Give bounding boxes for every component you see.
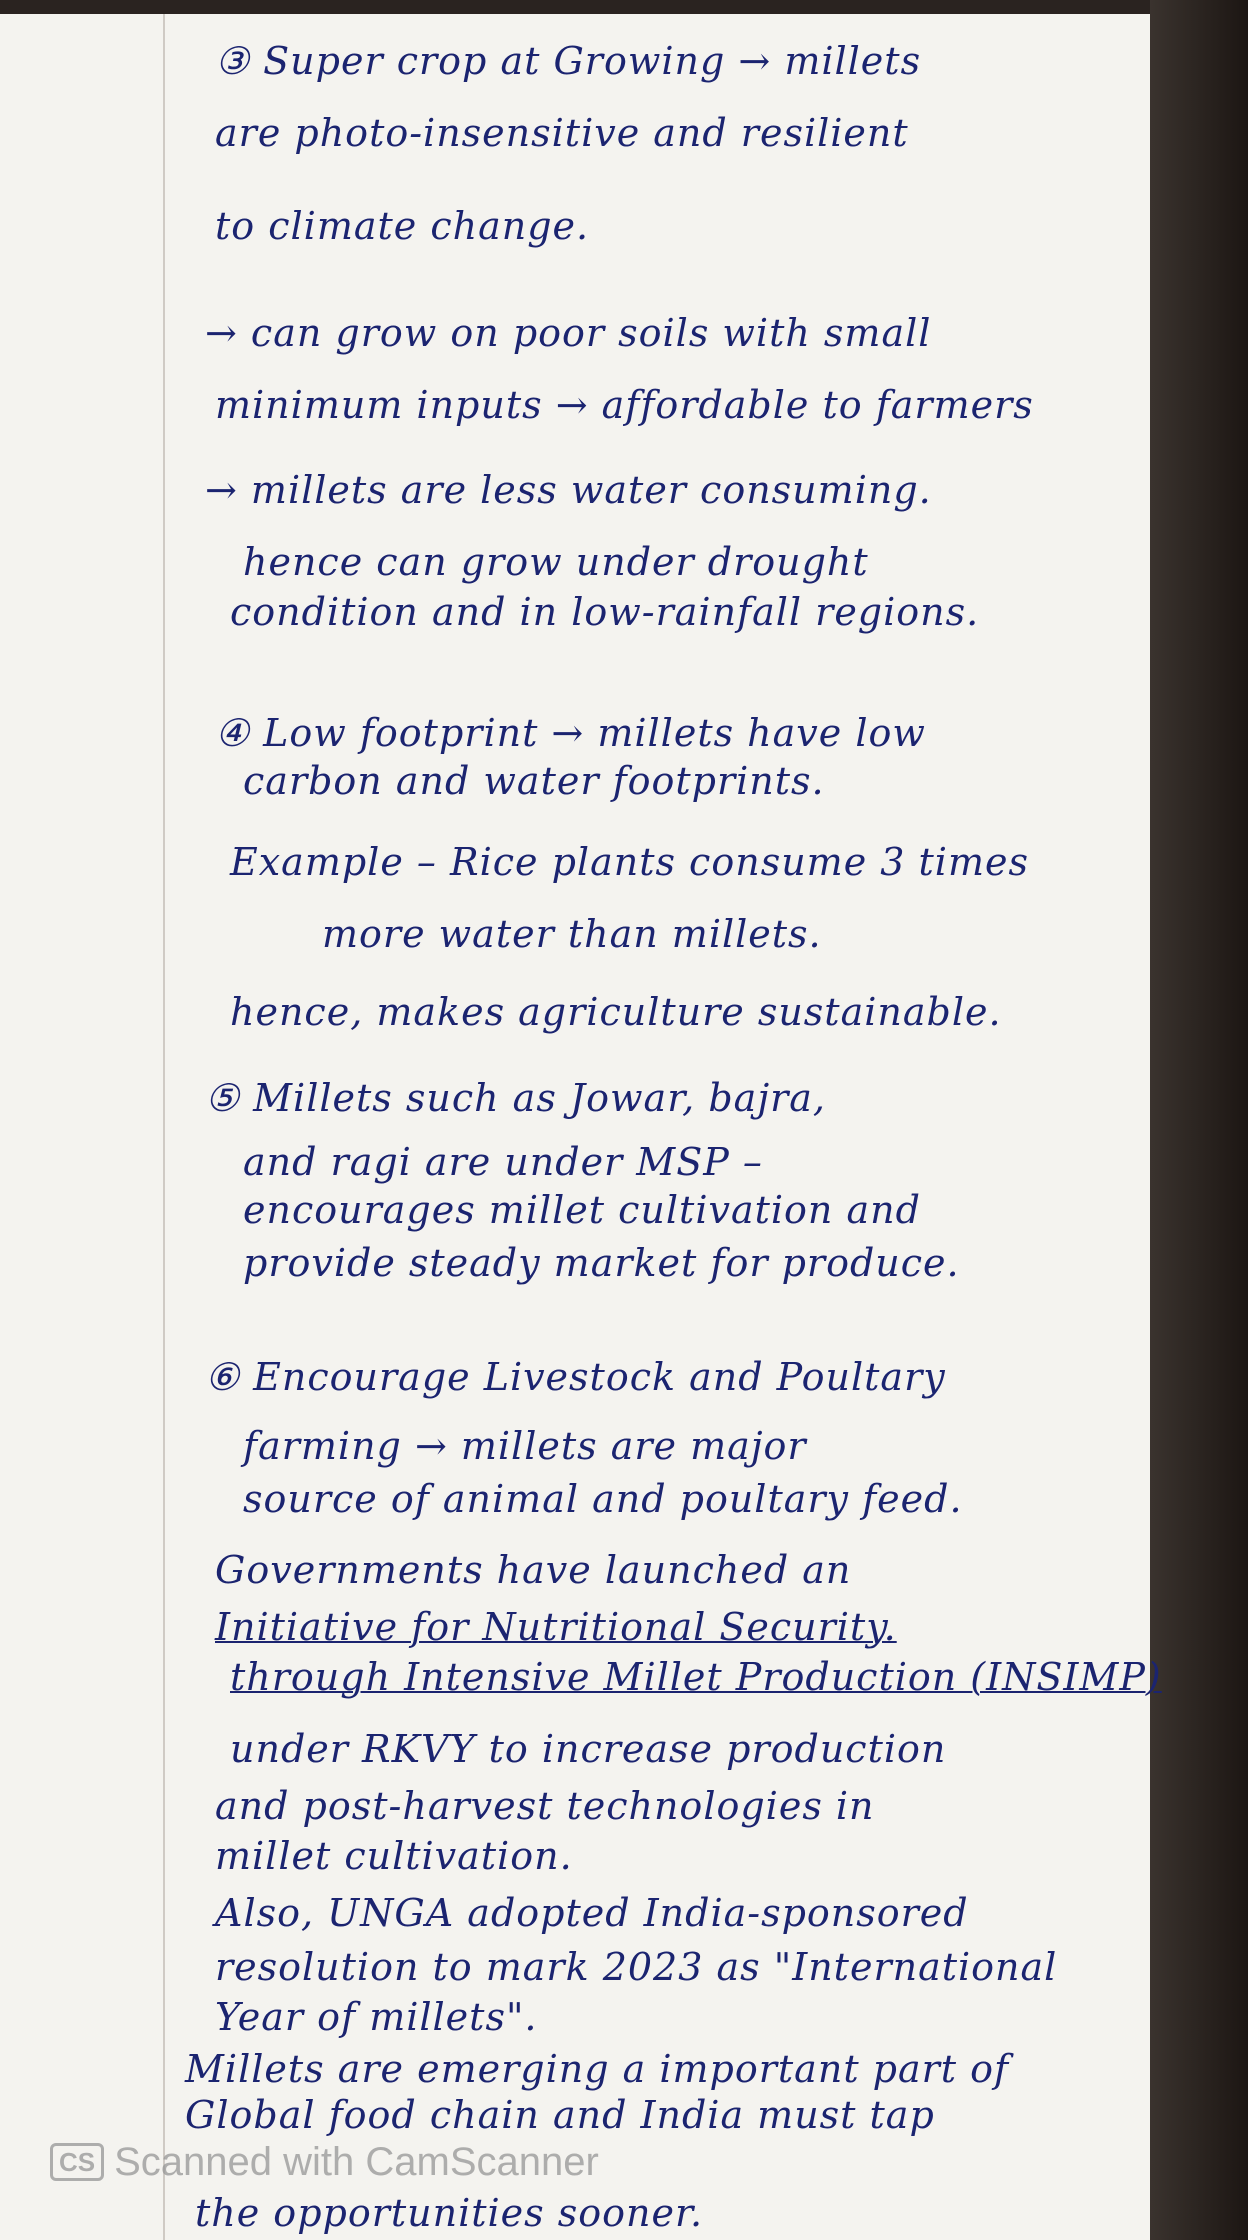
note-line: ③ Super crop at Growing → millets (215, 39, 922, 83)
page-edge-shadow (1150, 0, 1248, 2240)
note-line: Global food chain and India must tap (185, 2093, 935, 2137)
note-line: more water than millets. (322, 912, 822, 956)
note-line: farming → millets are major (243, 1424, 807, 1468)
note-line: ④ Low footprint → millets have low (215, 711, 926, 755)
note-line: millet cultivation. (215, 1834, 573, 1878)
note-line: Initiative for Nutritional Security. (215, 1605, 897, 1649)
note-line: → can grow on poor soils with small (205, 311, 932, 355)
note-line: encourages millet cultivation and (243, 1188, 921, 1232)
note-line: Millets are emerging a important part of (185, 2047, 1010, 2091)
note-line: and ragi are under MSP – (243, 1140, 763, 1184)
camscanner-watermark (50, 2140, 599, 2184)
note-line: provide steady market for produce. (243, 1241, 960, 1285)
note-line: ⑤ Millets such as Jowar, bajra, (205, 1076, 827, 1120)
note-line: the opportunities sooner. (195, 2191, 704, 2235)
note-line: carbon and water footprints. (243, 759, 825, 803)
note-line: → millets are less water consuming. (205, 468, 932, 512)
note-line: to climate change. (215, 204, 590, 248)
note-line: are photo-insensitive and resilient (215, 111, 909, 155)
watermark-text: Scanned with CamScanner (114, 2140, 599, 2184)
note-line: minimum inputs → affordable to farmers (215, 383, 1034, 427)
note-line: source of animal and poultary feed. (243, 1477, 963, 1521)
note-line: under RKVY to increase production (230, 1727, 947, 1771)
note-line: condition and in low-rainfall regions. (230, 590, 980, 634)
camscanner-logo-icon: CS (50, 2143, 104, 2181)
note-line: through Intensive Millet Production (INSIMP) (230, 1655, 1162, 1699)
note-line: Year of millets". (215, 1995, 538, 2039)
note-line: and post-harvest technologies in (215, 1784, 875, 1828)
note-line: hence can grow under drought (243, 540, 869, 584)
note-line: resolution to mark 2023 as "International (215, 1945, 1058, 1989)
note-line: Governments have launched an (215, 1548, 852, 1592)
note-line: Example – Rice plants consume 3 times (230, 840, 1029, 884)
note-line: hence, makes agriculture sustainable. (230, 990, 1002, 1034)
margin-line (163, 14, 165, 2240)
note-line: ⑥ Encourage Livestock and Poultary (205, 1355, 946, 1399)
note-line: Also, UNGA adopted India-sponsored (215, 1891, 969, 1935)
